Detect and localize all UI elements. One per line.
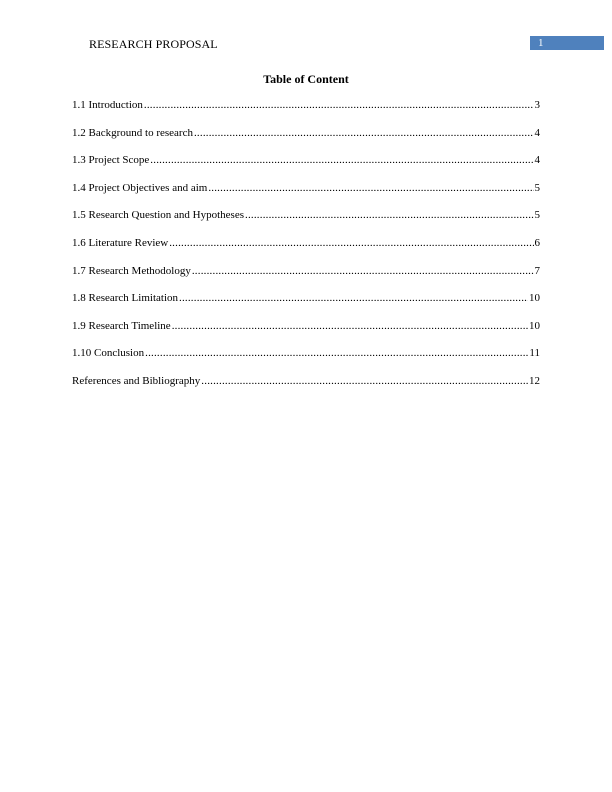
toc-entry-label: 1.1 Introduction — [72, 99, 143, 111]
toc-dot-leader — [145, 346, 528, 360]
page-number: 1 — [538, 37, 544, 49]
toc-entry-page: 12 — [529, 375, 540, 387]
toc-entry-research-question[interactable] — [72, 208, 540, 222]
toc-dot-leader — [201, 374, 528, 388]
toc-dot-leader — [144, 98, 534, 112]
toc-entry-objectives[interactable] — [72, 181, 540, 195]
toc-dot-leader — [192, 264, 534, 278]
toc-dot-leader — [169, 236, 533, 250]
toc-entry-literature-review[interactable] — [72, 236, 540, 250]
toc-entry-label: 1.8 Research Limitation — [72, 292, 178, 305]
toc-dot-leader — [245, 208, 534, 222]
toc-entry-conclusion[interactable] — [72, 346, 540, 360]
toc-entry-label: 1.9 Research Timeline — [72, 319, 171, 332]
toc-entry-label: 1.6 Literature Review — [72, 237, 169, 249]
toc-entry-page: 3 — [534, 99, 540, 111]
toc-dot-leader — [194, 126, 534, 140]
toc-entry-label: 1.7 Research Methodology — [72, 264, 191, 277]
toc-entry-page: 4 — [534, 154, 540, 167]
toc-title: Table of Content — [263, 72, 349, 86]
toc-entry-label: 1.2 Background to research — [72, 126, 193, 139]
toc-entry-methodology[interactable] — [72, 264, 540, 278]
toc-entry-limitation[interactable] — [72, 291, 540, 305]
toc-entry-page: 10 — [529, 319, 540, 332]
toc-entry-label: 1.5 Research Question and Hypotheses — [72, 209, 244, 222]
toc-entry-timeline[interactable] — [72, 319, 540, 333]
toc-dot-leader — [208, 181, 533, 195]
toc-entry-page: 10 — [529, 292, 540, 305]
toc-entry-label: 1.3 Project Scope — [72, 154, 150, 167]
toc-entry-introduction[interactable] — [72, 98, 540, 112]
toc-entry-page: 4 — [534, 126, 540, 139]
toc-entry-page: 6 — [534, 237, 540, 249]
toc-entry-references[interactable] — [72, 374, 540, 388]
toc-entry-page: 5 — [534, 181, 540, 194]
toc-entry-project-scope[interactable] — [72, 153, 540, 167]
toc-entry-page: 5 — [534, 209, 540, 222]
page-number-box — [530, 36, 604, 50]
toc-dot-leader — [179, 291, 528, 305]
toc-entry-page: 7 — [534, 264, 540, 277]
toc-entry-page: 11 — [529, 347, 540, 360]
toc-entry-background[interactable] — [72, 126, 540, 140]
toc-dot-leader — [172, 319, 528, 333]
toc-dot-leader — [150, 153, 533, 167]
toc-entry-label: 1.10 Conclusion — [72, 347, 145, 360]
running-head: RESEARCH PROPOSAL — [89, 37, 218, 51]
toc-entry-label: 1.4 Project Objectives and aim — [72, 181, 208, 194]
toc-entry-label: References and Bibliography — [72, 375, 201, 387]
